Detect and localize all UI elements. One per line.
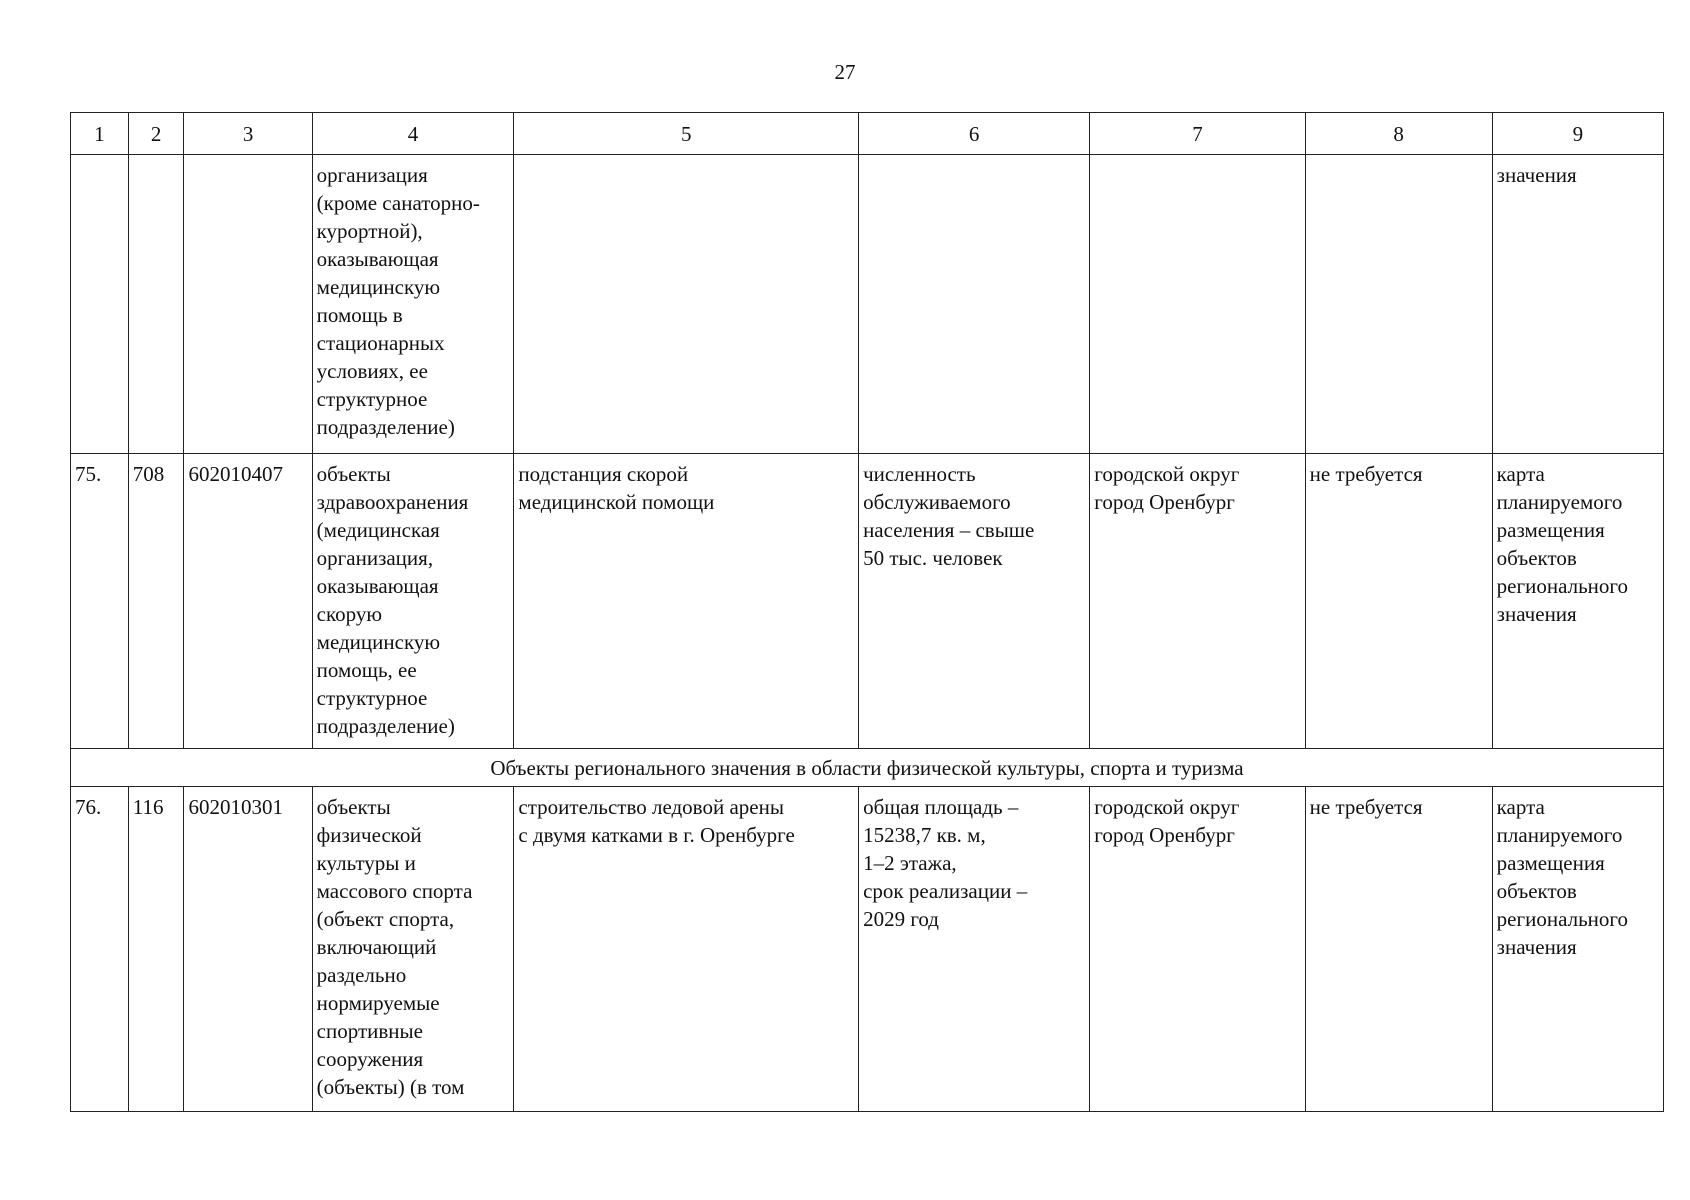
table-row-continuation [71,155,1664,454]
header-col-3: 3 [184,113,312,155]
row-number-cell: 75. [71,454,129,749]
header-col-9: 9 [1492,113,1663,155]
table-cell [514,155,859,454]
table-cell: городской округ город Оренбург [1090,787,1305,1112]
table-cell [128,155,184,454]
objects-table [70,112,1664,1112]
table-cell: карта планируемого размещения объектов регионального значения [1492,454,1663,749]
table-cell [1305,155,1492,454]
table-row-75 [71,454,1664,749]
table-cell: объекты здравоохранения (медицинская организация, оказывающая скорую медицинскую помощь, ее структурное подразделение) [312,454,514,749]
header-row [71,113,1664,155]
table-cell: 708 [128,454,184,749]
table-cell: строительство ледовой арены с двумя катками в г. Оренбурге [514,787,859,1112]
table-cell: численность обслуживаемого населения – свыше 50 тыс. человек [859,454,1090,749]
table-cell: объекты физической культуры и массового спорта (объект спорта, включающий раздельно нормируемые спортивные сооружения (объекты) (в том [312,787,514,1112]
header-col-8: 8 [1305,113,1492,155]
table-cell: подстанция скорой медицинской помощи [514,454,859,749]
table-cell: 602010407 [184,454,312,749]
table-cell: городской округ город Оренбург [1090,454,1305,749]
header-col-2: 2 [128,113,184,155]
table-cell: общая площадь – 15238,7 кв. м, 1–2 этажа, срок реализации – 2029 год [859,787,1090,1112]
table-cell: карта планируемого размещения объектов регионального значения [1492,787,1663,1112]
table-cell [1090,155,1305,454]
table-cell: 602010301 [184,787,312,1112]
table-row-76 [71,787,1664,1112]
section-header-row [71,749,1664,787]
table-cell: не требуется [1305,787,1492,1112]
header-col-4: 4 [312,113,514,155]
header-col-6: 6 [859,113,1090,155]
table-cell [71,155,129,454]
table-cell: 116 [128,787,184,1112]
table-cell: организация (кроме санаторно- курортной), оказывающая медицинскую помощь в стационарных условиях, ее структурное подразделение) [312,155,514,454]
header-col-1: 1 [71,113,129,155]
table-cell: не требуется [1305,454,1492,749]
row-number-cell: 76. [71,787,129,1112]
table-cell: значения [1492,155,1663,454]
page-number: 27 [834,60,856,84]
table-cell [859,155,1090,454]
section-title: Объекты регионального значения в области физической культуры, спорта и туризма [71,749,1664,787]
table-cell [184,155,312,454]
header-col-5: 5 [514,113,859,155]
header-col-7: 7 [1090,113,1305,155]
